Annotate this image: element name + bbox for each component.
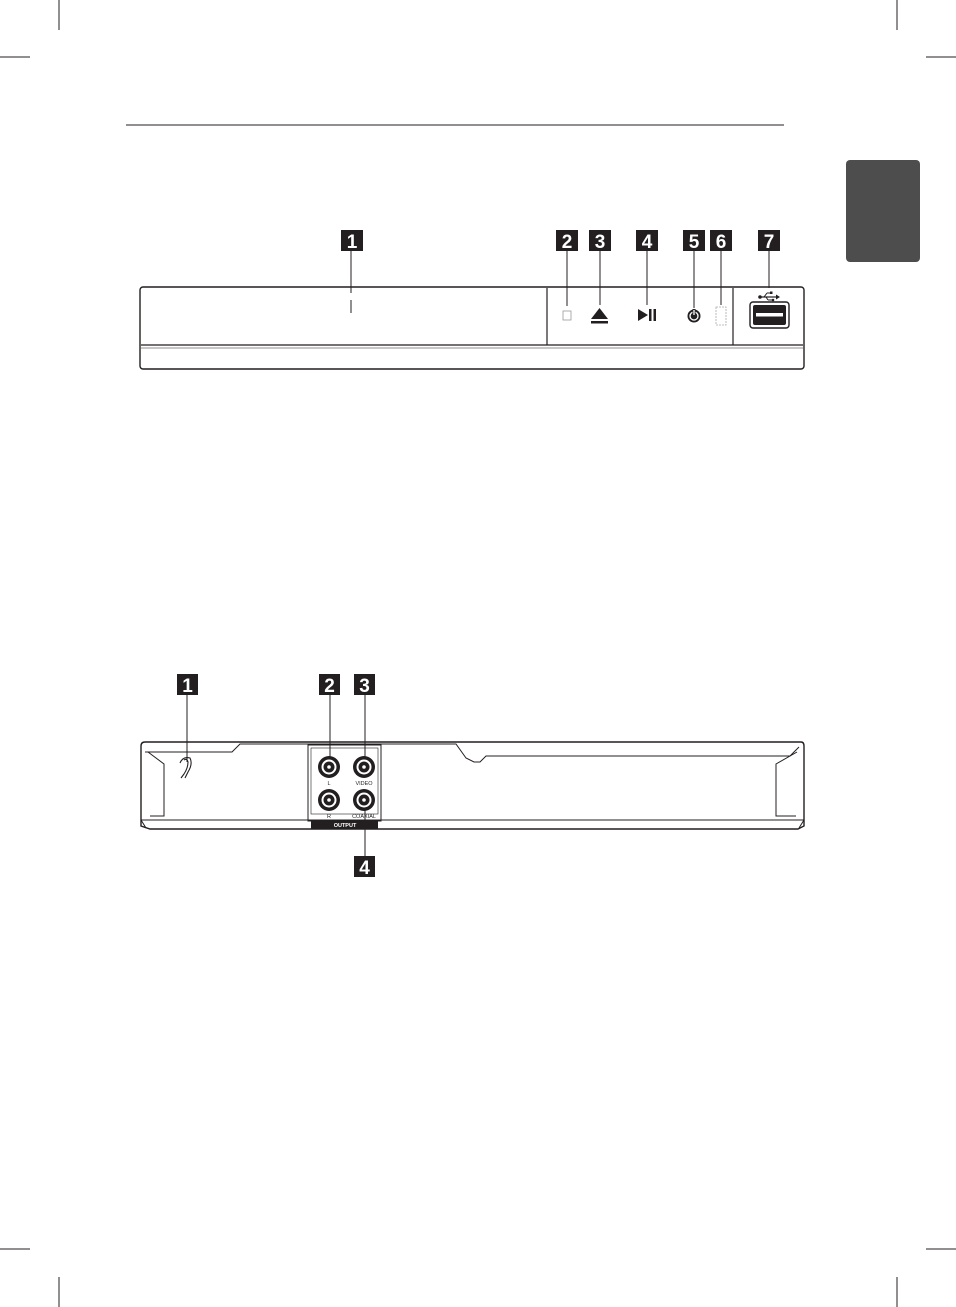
front-callout-3	[589, 230, 611, 253]
eject-icon	[591, 308, 608, 324]
svg-text:3: 3	[359, 676, 370, 697]
rear-panel-body	[141, 742, 804, 829]
audio-out-right-jack	[318, 789, 340, 820]
front-callout-1	[341, 230, 363, 253]
svg-text:VIDEO: VIDEO	[355, 781, 373, 787]
play-pause-icon	[638, 309, 656, 321]
usb-icon	[758, 292, 780, 302]
svg-text:7: 7	[763, 232, 775, 253]
video-out-jack	[353, 756, 375, 787]
svg-text:2: 2	[324, 676, 335, 697]
svg-text:R: R	[327, 814, 331, 820]
svg-text:4: 4	[359, 858, 370, 879]
front-panel-diagram	[140, 230, 804, 369]
svg-text:1: 1	[182, 676, 193, 697]
front-callout-4	[636, 230, 658, 253]
rear-callout-3	[354, 674, 375, 697]
svg-text:1: 1	[346, 232, 358, 253]
chapter-tab	[846, 160, 920, 262]
remote-sensor	[563, 311, 571, 320]
svg-text:2: 2	[561, 232, 573, 253]
rear-callout-1	[177, 674, 198, 697]
power-icon	[688, 309, 701, 323]
front-panel-body	[140, 287, 804, 369]
front-callout-2	[556, 230, 578, 253]
front-callout-7	[758, 230, 780, 253]
rear-callout-2	[319, 674, 340, 697]
rear-callout-4	[354, 856, 375, 879]
svg-text:4: 4	[641, 232, 653, 253]
display-window	[716, 307, 726, 325]
power-cord-icon	[180, 758, 191, 778]
front-callout-5	[683, 230, 705, 253]
rear-panel-diagram	[141, 674, 804, 879]
usb-port	[750, 302, 789, 328]
audio-out-left-jack	[318, 756, 340, 787]
svg-text:OUTPUT: OUTPUT	[333, 823, 357, 829]
svg-text:6: 6	[715, 232, 727, 253]
coaxial-out-jack	[352, 789, 376, 820]
svg-text:5: 5	[688, 232, 700, 253]
svg-text:L: L	[327, 781, 331, 787]
svg-text:3: 3	[594, 232, 606, 253]
front-callout-6	[710, 230, 732, 253]
svg-text:COAXIAL: COAXIAL	[352, 814, 376, 820]
